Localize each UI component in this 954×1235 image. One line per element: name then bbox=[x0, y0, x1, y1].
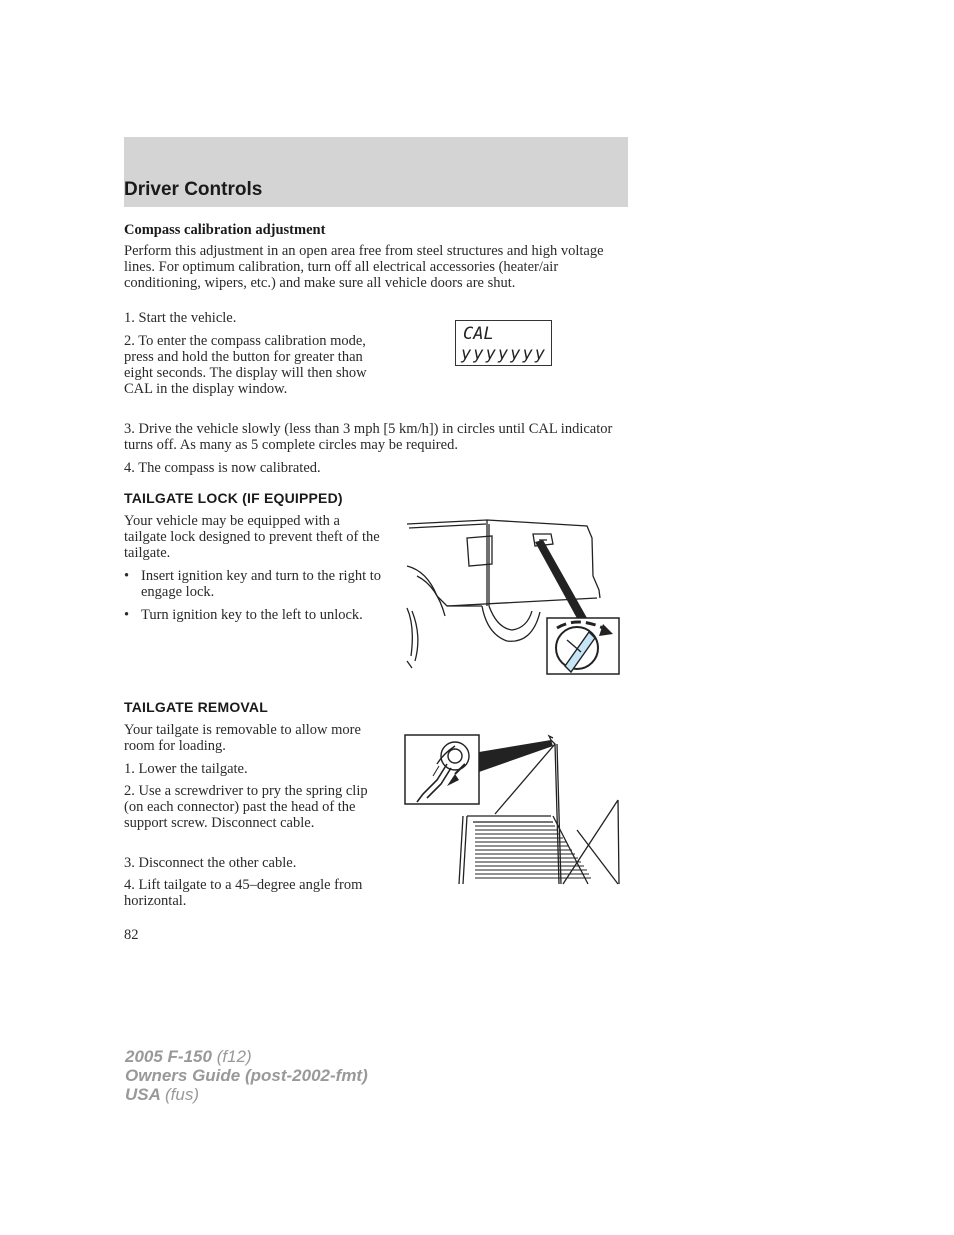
lcd-line-2: yyyyyyy bbox=[461, 344, 545, 364]
tailgate-lock-intro: Your vehicle may be equipped with a tailgate lock designed to prevent theft of the tailgate. bbox=[124, 513, 380, 561]
compass-display-illustration bbox=[455, 320, 552, 366]
page-number: 82 bbox=[124, 927, 139, 943]
bullet-text: Turn ignition key to the left to unlock. bbox=[141, 607, 363, 623]
footer-model-code: (f12) bbox=[216, 1047, 252, 1066]
lcd-segments bbox=[456, 321, 551, 365]
tailgate-removal-step-4: 4. Lift tailgate to a 45–degree angle from horizontal. bbox=[124, 877, 363, 909]
tailgate-lock-bullet-2 bbox=[124, 607, 382, 623]
section-header-band bbox=[124, 137, 628, 207]
compass-step-1: 1. Start the vehicle. bbox=[124, 310, 237, 326]
compass-heading: Compass calibration adjustment bbox=[124, 222, 326, 238]
tailgate-lock-heading: TAILGATE LOCK (IF EQUIPPED) bbox=[124, 490, 343, 506]
section-title: Driver Controls bbox=[124, 179, 263, 200]
compass-step-2: 2. To enter the compass calibration mode, press and hold the button for greater than eight seconds. The display will then show CAL in the display window. bbox=[124, 333, 367, 397]
compass-step-4: 4. The compass is now calibrated. bbox=[124, 460, 321, 476]
tailgate-removal-heading: TAILGATE REMOVAL bbox=[124, 699, 268, 715]
footer-market-code: (fus) bbox=[165, 1085, 199, 1104]
compass-step-3: 3. Drive the vehicle slowly (less than 3 mph [5 km/h]) in circles until CAL indicator turns off. As many as 5 complete circles may be required. bbox=[124, 421, 613, 453]
footer-market: USA bbox=[125, 1085, 161, 1104]
bullet-marker: • bbox=[124, 607, 130, 623]
tailgate-lock-illustration bbox=[407, 516, 622, 676]
footer-line-1 bbox=[125, 1047, 368, 1066]
bullet-text: Insert ignition key and turn to the right to engage lock. bbox=[141, 568, 382, 600]
tailgate-lock-bullet-1 bbox=[124, 568, 382, 600]
tailgate-removal-illustration bbox=[403, 734, 623, 886]
bullet-marker: • bbox=[124, 568, 130, 584]
footer-model: 2005 F-150 bbox=[125, 1047, 212, 1066]
tailgate-removal-step-3: 3. Disconnect the other cable. bbox=[124, 855, 297, 871]
tailgate-removal-intro: Your tailgate is removable to allow more room for loading. bbox=[124, 722, 361, 754]
footer-line-3 bbox=[125, 1085, 368, 1104]
tailgate-removal-step-2: 2. Use a screwdriver to pry the spring clip (on each connector) past the head of the support screw. Disconnect cable. bbox=[124, 783, 368, 831]
tailgate-removal-step-1: 1. Lower the tailgate. bbox=[124, 761, 248, 777]
compass-intro: Perform this adjustment in an open area free from steel structures and high voltage lines. For optimum calibration, turn off all electrical accessories (heater/air conditioning, wipers, etc.) and make sure all vehicle doors are shut. bbox=[124, 243, 604, 291]
document-footer bbox=[125, 1047, 368, 1104]
footer-line-2: Owners Guide (post-2002-fmt) bbox=[125, 1066, 368, 1085]
lcd-line-1: CAL bbox=[463, 324, 494, 344]
